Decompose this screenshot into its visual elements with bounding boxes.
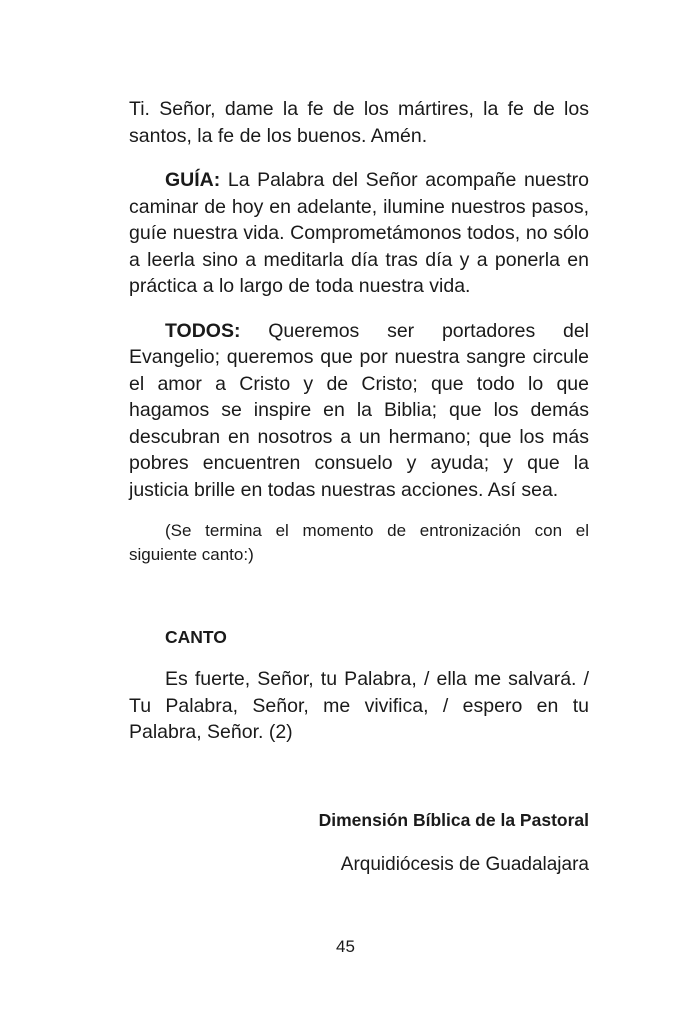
signature-line-arquidiocesis: Arquidiócesis de Guadalajara bbox=[340, 853, 589, 875]
paragraph-prayer-end: Ti. Señor, dame la fe de los mártires, la fe de los santos, la fe de los buenos. Amén. bbox=[129, 98, 589, 147]
stage-direction-note: (Se termina el momento de entronización con el siguiente canto:) bbox=[129, 521, 589, 564]
signature-line-dimension: Dimensión Bíblica de la Pastoral bbox=[318, 809, 589, 830]
paragraph-todos-text: Queremos ser portadores del Evangelio; queremos que por nuestra sangre circule el amor a Cristo y de Cristo; que todo lo que hagamos se inspire en la Biblia; que los demás descubran en nosotros a un hermano; que los más pobres encuentren consuelo y ayuda; y que la justicia brille en todas nuestras acciones. Así sea. bbox=[129, 319, 589, 501]
paragraph-todos bbox=[129, 318, 589, 504]
canto-heading: CANTO bbox=[165, 627, 227, 647]
speaker-label-guia: GUÍA: bbox=[165, 169, 221, 191]
page-number: 45 bbox=[336, 937, 355, 956]
canto-text: Es fuerte, Señor, tu Palabra, / ella me salvará. / Tu Palabra, Señor, me vivifica, / espero en tu Palabra, Señor. (2) bbox=[129, 668, 589, 743]
paragraph-guia bbox=[129, 167, 589, 300]
page-body bbox=[129, 96, 589, 878]
signature-block bbox=[129, 808, 589, 878]
speaker-label-todos: TODOS: bbox=[165, 319, 241, 342]
paragraph-guia-text: La Palabra del Señor acompañe nuestro caminar de hoy en adelante, ilumine nuestros pasos, guíe nuestra vida. Comprometámonos todos, no sólo a leerla sino a meditarla día tras día y a ponerla en práctica a lo largo de toda nuestra vida. bbox=[129, 169, 589, 297]
